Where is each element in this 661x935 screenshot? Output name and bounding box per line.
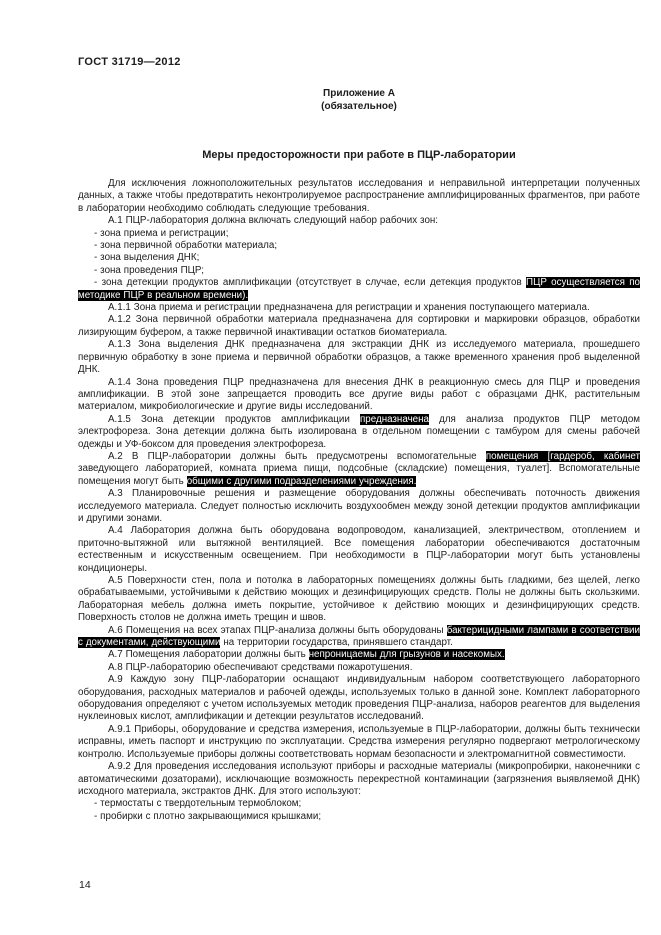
text-segment: для анализа продуктов ПЦР методом электрофореза. Зона детекции должна быть изолирована в отдельном помещении с тамбуром для смены рабочей одежды и УФ-боксом для проведения электрофореза. bbox=[78, 413, 640, 450]
text-segment: А.1.1 Зона приема и регистрации предназначена для регистрации и хранения поступающего материала. bbox=[108, 302, 590, 314]
paragraph bbox=[78, 314, 640, 339]
text-segment: заведующего лабораторией, комната приема пищи, подсобные (складские) помещения, туалет]. Вспомогательные помещения могут быть bbox=[78, 463, 640, 487]
text-segment: на территории государства, принявшего стандарт. bbox=[220, 637, 453, 649]
annex-label: Приложение А bbox=[323, 88, 395, 99]
text-segment: А.1.5 Зона детекции продуктов амплификации bbox=[108, 413, 360, 425]
highlighted-text: ПЦР осуществляется по методике ПЦР в реальном времени). bbox=[78, 277, 641, 301]
text-segment: А.5 Поверхности стен, пола и потолка в лабораторных помещениях должны быть гладкими, без щелей, легко обрабатываемыми, устойчивыми к действию моющих и дезинфицирующих средств. Полы не должны быть скользкими. Лабораторная мебель должна иметь покрытие, устойчивое к действию моющих и дезинфицирующих средств. Поверхность столов не должна иметь трещин и швов. bbox=[78, 575, 640, 624]
list-item bbox=[78, 265, 640, 277]
section-title: Меры предосторожности при работе в ПЦР-лаборатории bbox=[202, 149, 516, 161]
doc-header: ГОСТ 31719—2012 bbox=[78, 56, 181, 68]
list-item bbox=[78, 240, 640, 252]
list-item bbox=[78, 228, 640, 240]
text-segment: - пробирки с плотно закрывающимися крышками; bbox=[94, 810, 322, 822]
paragraph bbox=[78, 215, 640, 227]
text-segment: - зона выделения ДНК; bbox=[94, 252, 200, 264]
highlighted-text: помещения [гардероб, кабинет bbox=[485, 450, 640, 462]
text-segment: А.7 Помещения лаборатории должны быть bbox=[108, 649, 309, 661]
highlighted-text: общими с другими подразделениями учреждения. bbox=[186, 475, 417, 487]
text-segment: А.6 Помещения на всех этапах ПЦР-анализа должны быть оборудованы bbox=[108, 624, 447, 636]
list-item bbox=[78, 252, 640, 264]
paragraph bbox=[78, 525, 640, 575]
list-item bbox=[78, 277, 640, 302]
list-item bbox=[78, 811, 640, 823]
paragraph bbox=[78, 575, 640, 625]
paragraph bbox=[78, 377, 640, 414]
document-body bbox=[78, 178, 640, 823]
paragraph bbox=[78, 178, 640, 215]
paragraph bbox=[78, 414, 640, 451]
paragraph bbox=[78, 674, 640, 724]
text-segment: - зона детекции продуктов амплификации (отсутствует в случае, если детекция продуктов bbox=[94, 277, 527, 289]
text-segment: А.8 ПЦР-лабораторию обеспечивают средствами пожаротушения. bbox=[108, 661, 413, 673]
text-segment: - зона проведения ПЦР; bbox=[94, 264, 204, 276]
list-item bbox=[78, 798, 640, 810]
text-segment: А.9.2 Для проведения исследования используют приборы и расходные материалы (микропробирки, наконечники с автоматическими дозаторами), исключающие возможность перекрестной контаминации (загрязнения выявляемой ДНК) исходного материала, экстрактов ДНК. Для этого используют: bbox=[78, 761, 640, 797]
paragraph bbox=[78, 302, 640, 314]
text-segment: А.1.4 Зона проведения ПЦР предназначена для внесения ДНК в реакционную смесь для ПЦР и проведения амплификации. В этой зоне запрещается проводить все другие виды работ с образцами ДНК, растительным материалом, микробиологические и другие виды исследований. bbox=[78, 376, 640, 413]
text-segment: - термостаты с твердотельным термоблоком; bbox=[94, 798, 302, 810]
text-segment: - зона первичной обработки материала; bbox=[94, 240, 278, 252]
text-segment: А.1.2 Зона первичной обработки материала предназначена для сортировки и маркировки образцов, обработки лизирующим буфером, а также первичной инактивации остатков биоматериала. bbox=[78, 314, 640, 338]
text-segment: А.9.1 Приборы, оборудование и средства измерения, используемые в ПЦР-лаборатории, должны быть технически исправны, иметь паспорт и инструкцию по эксплуатации. Средства измерения регулярно подвергают метрологическому контролю. Используемые приборы должны соответствовать нормам безопасности и электромагнитной совместимости. bbox=[78, 723, 640, 760]
text-segment: А.9 Каждую зону ПЦР-лаборатории оснащают индивидуальным набором соответствующего лабораторного оборудования, расходных материалов и рабочей одежды, используемых только в данной зоне. Комплект лабораторного оборудования определяют с учетом используемых методик проведения ПЦР-анализа, наборов реагентов для выделения нуклеиновых кислот, амплификации и детекции результатов исследований. bbox=[78, 674, 640, 723]
text-segment: А.3 Планировочные решения и размещение оборудования должны обеспечивать поточность движения исследуемого материала. Следует полностью исключить воздухообмен между зоной детекции продуктов амплификации и другими зонами. bbox=[78, 488, 640, 524]
highlighted-text: непроницаемы для грызунов и насекомых. bbox=[308, 649, 505, 661]
paragraph bbox=[78, 451, 640, 488]
text-segment: - зона приема и регистрации; bbox=[94, 227, 229, 239]
paragraph bbox=[78, 649, 640, 661]
paragraph bbox=[78, 662, 640, 674]
text-segment: А.2 В ПЦР-лаборатории должны быть предусмотрены вспомогательные bbox=[108, 450, 486, 462]
text-segment: А.4 Лаборатория должна быть оборудована водопроводом, канализацией, электричеством, отоплением и приточно-вытяжной или вытяжной вентиляцией. Все помещения лаборатории обеспечиваются достаточным естественным и искусственным освещением. При необходимости в ПЦР-лаборатории могут быть установлены кондиционеры. bbox=[78, 525, 640, 574]
text-segment: А.1 ПЦР-лаборатория должна включать следующий набор рабочих зон: bbox=[108, 215, 439, 227]
paragraph bbox=[78, 488, 640, 525]
page-number: 14 bbox=[79, 879, 91, 891]
highlighted-text: предназначена bbox=[359, 413, 429, 425]
paragraph bbox=[78, 339, 640, 376]
paragraph bbox=[78, 625, 640, 650]
annex-kind: (обязательное) bbox=[321, 100, 397, 112]
paragraph bbox=[78, 724, 640, 761]
paragraph bbox=[78, 761, 640, 798]
annex-heading bbox=[78, 88, 640, 113]
highlighted-text: бактерицидными лампами в соответствии с документами, действующими bbox=[78, 624, 641, 649]
text-segment: Для исключения ложноположительных результатов исследования и неправильной интерпретации полученных данных, а также чтобы предотвратить неконтролируемое распространение амплифицированных фрагментов, при работе в лаборатории необходимо соблюдать следующие требования. bbox=[78, 178, 640, 214]
text-segment: А.1.3 Зона выделения ДНК предназначена для экстракции ДНК из исследуемого материала, прошедшего первичную обработку в зоне приема и первичной обработки образцов, а также временного хранения проб выделенной ДНК. bbox=[78, 339, 640, 376]
